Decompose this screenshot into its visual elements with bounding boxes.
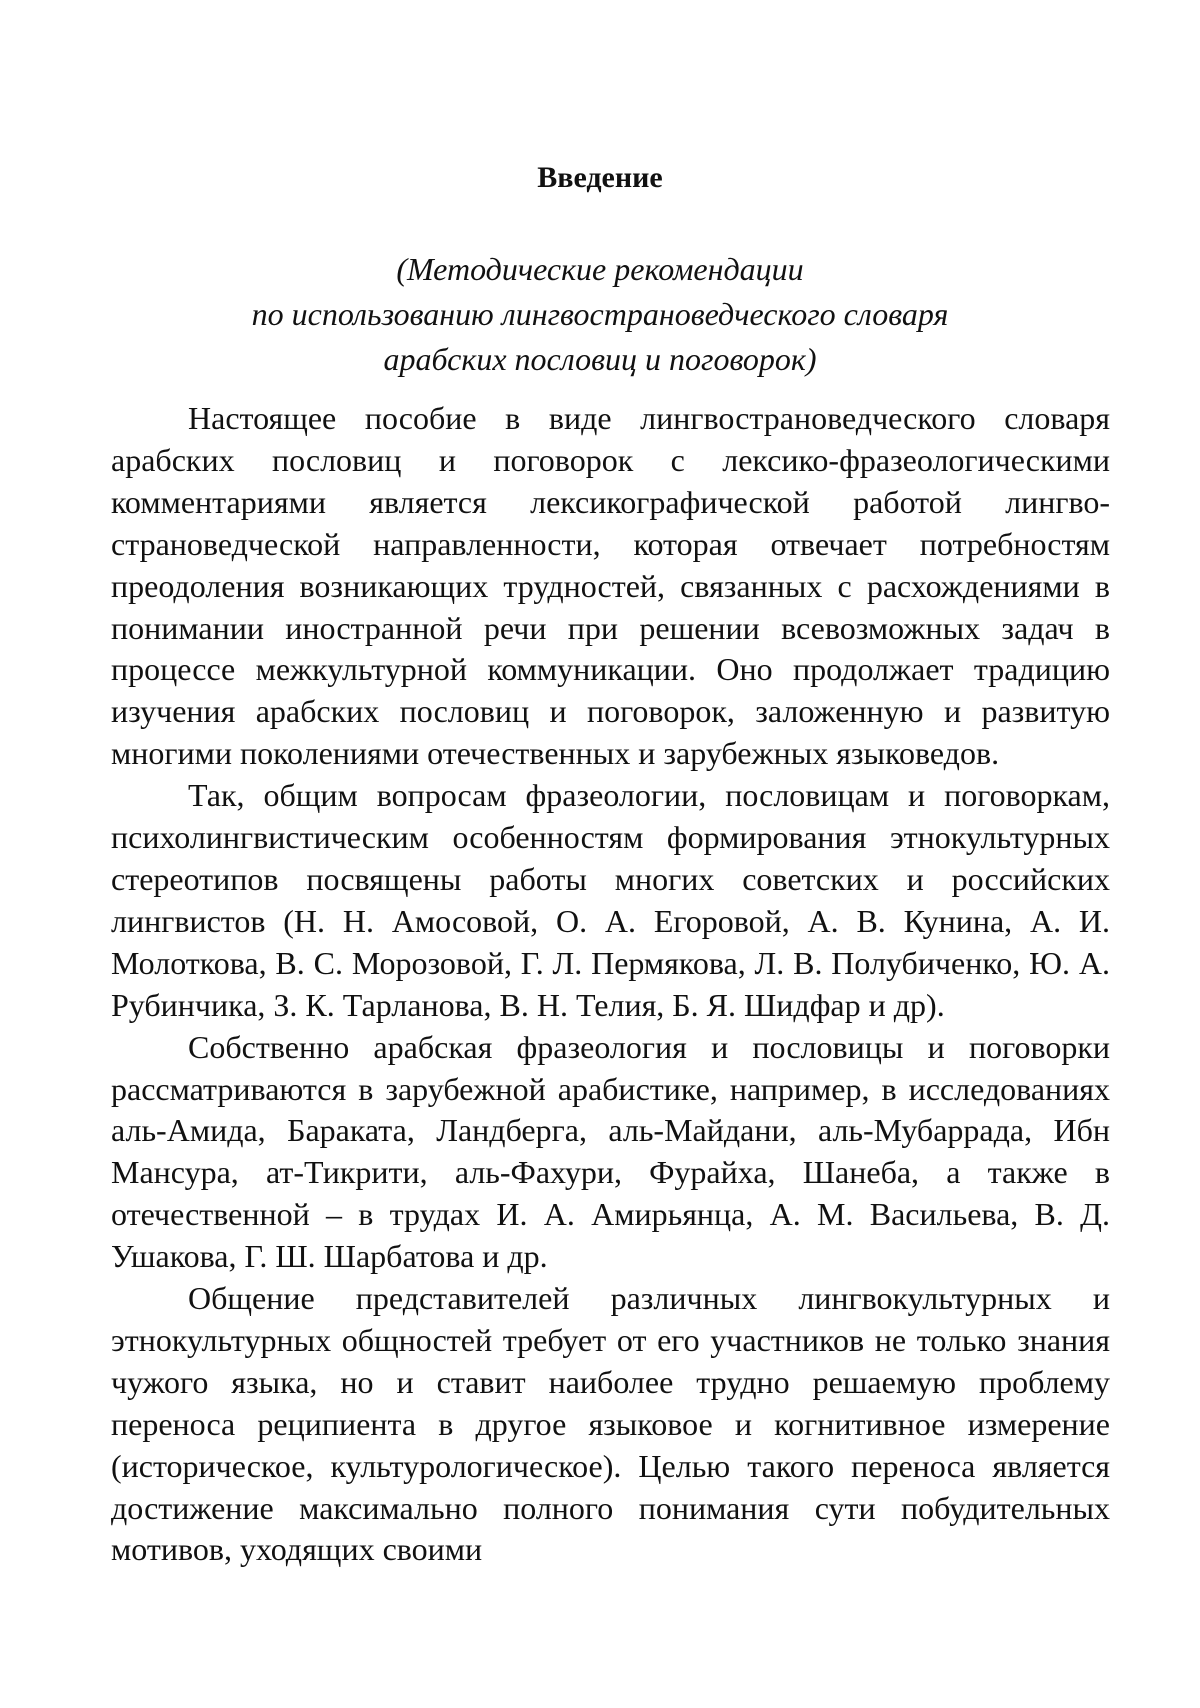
page-subtitle [0,247,1200,382]
paragraph: Общение представителей различных лингвокультурных и этнокультурных общностей требует от его участников не только знания чужого языка, но и ставит наиболее трудно решаемую проблему переноса реципиента в другое языковое и когнитивное измерение (историческое, культурологическое). Целью такого переноса является достижение максимально полного понимания сути побудительных мотивов, уходящих своими [111,1280,1110,1568]
body-text [111,398,1110,1571]
subtitle-line: по использованию лингвострановедческого словаря [251,296,949,332]
subtitle-line: арабских пословиц и поговорок) [383,341,817,377]
paragraph: Так, общим вопросам фразеологии, пословицам и поговоркам, психолингвистическим особенностям формирования этнокультурных стереотипов посвящены работы многих советских и российских лингвистов (Н. Н. Амосовой, О. А. Егоровой, А. В. Кунина, А. И. Молоткова, В. С. Морозовой, Г. Л. Пермякова, Л. В. Полубиченко, Ю. А. Рубинчика, З. К. Тарланова, В. Н. Телия, Б. Я. Шидфар и др). [111,777,1110,1023]
subtitle-line: (Методические рекомендации [396,251,804,287]
paragraph: Настоящее пособие в виде лингвострановедческого словаря арабских пословиц и поговорок с лексико-фразеологическими комментариями является лексикографической работой лингвострановедческой направленности, которая отвечает потребностям преодоления возникающих трудностей, связанных с расхождениями в понимании иностранной речи при решении всевозможных задач в процессе межкультурной коммуникации. Оно продолжает традицию изучения арабских пословиц и поговорок, заложенную и развитую многими поколениями отечественных и зарубежных языковедов. [111,400,1110,772]
page-title: Введение [537,161,663,194]
paragraph: Собственно арабская фразеология и пословицы и поговорки рассматриваются в зарубежной арабистике, например, в исследованиях аль-Амида, Бараката, Ландберга, аль-Майдани, аль-Мубаррада, Ибн Мансура, ат-Тикрити, аль-Фахури, Фурайха, Шанеба, а также в отечественной – в трудах И. А. Амирьянца, А. М. Васильева, В. Д. Ушакова, Г. Ш. Шарбатова и др. [111,1028,1110,1275]
